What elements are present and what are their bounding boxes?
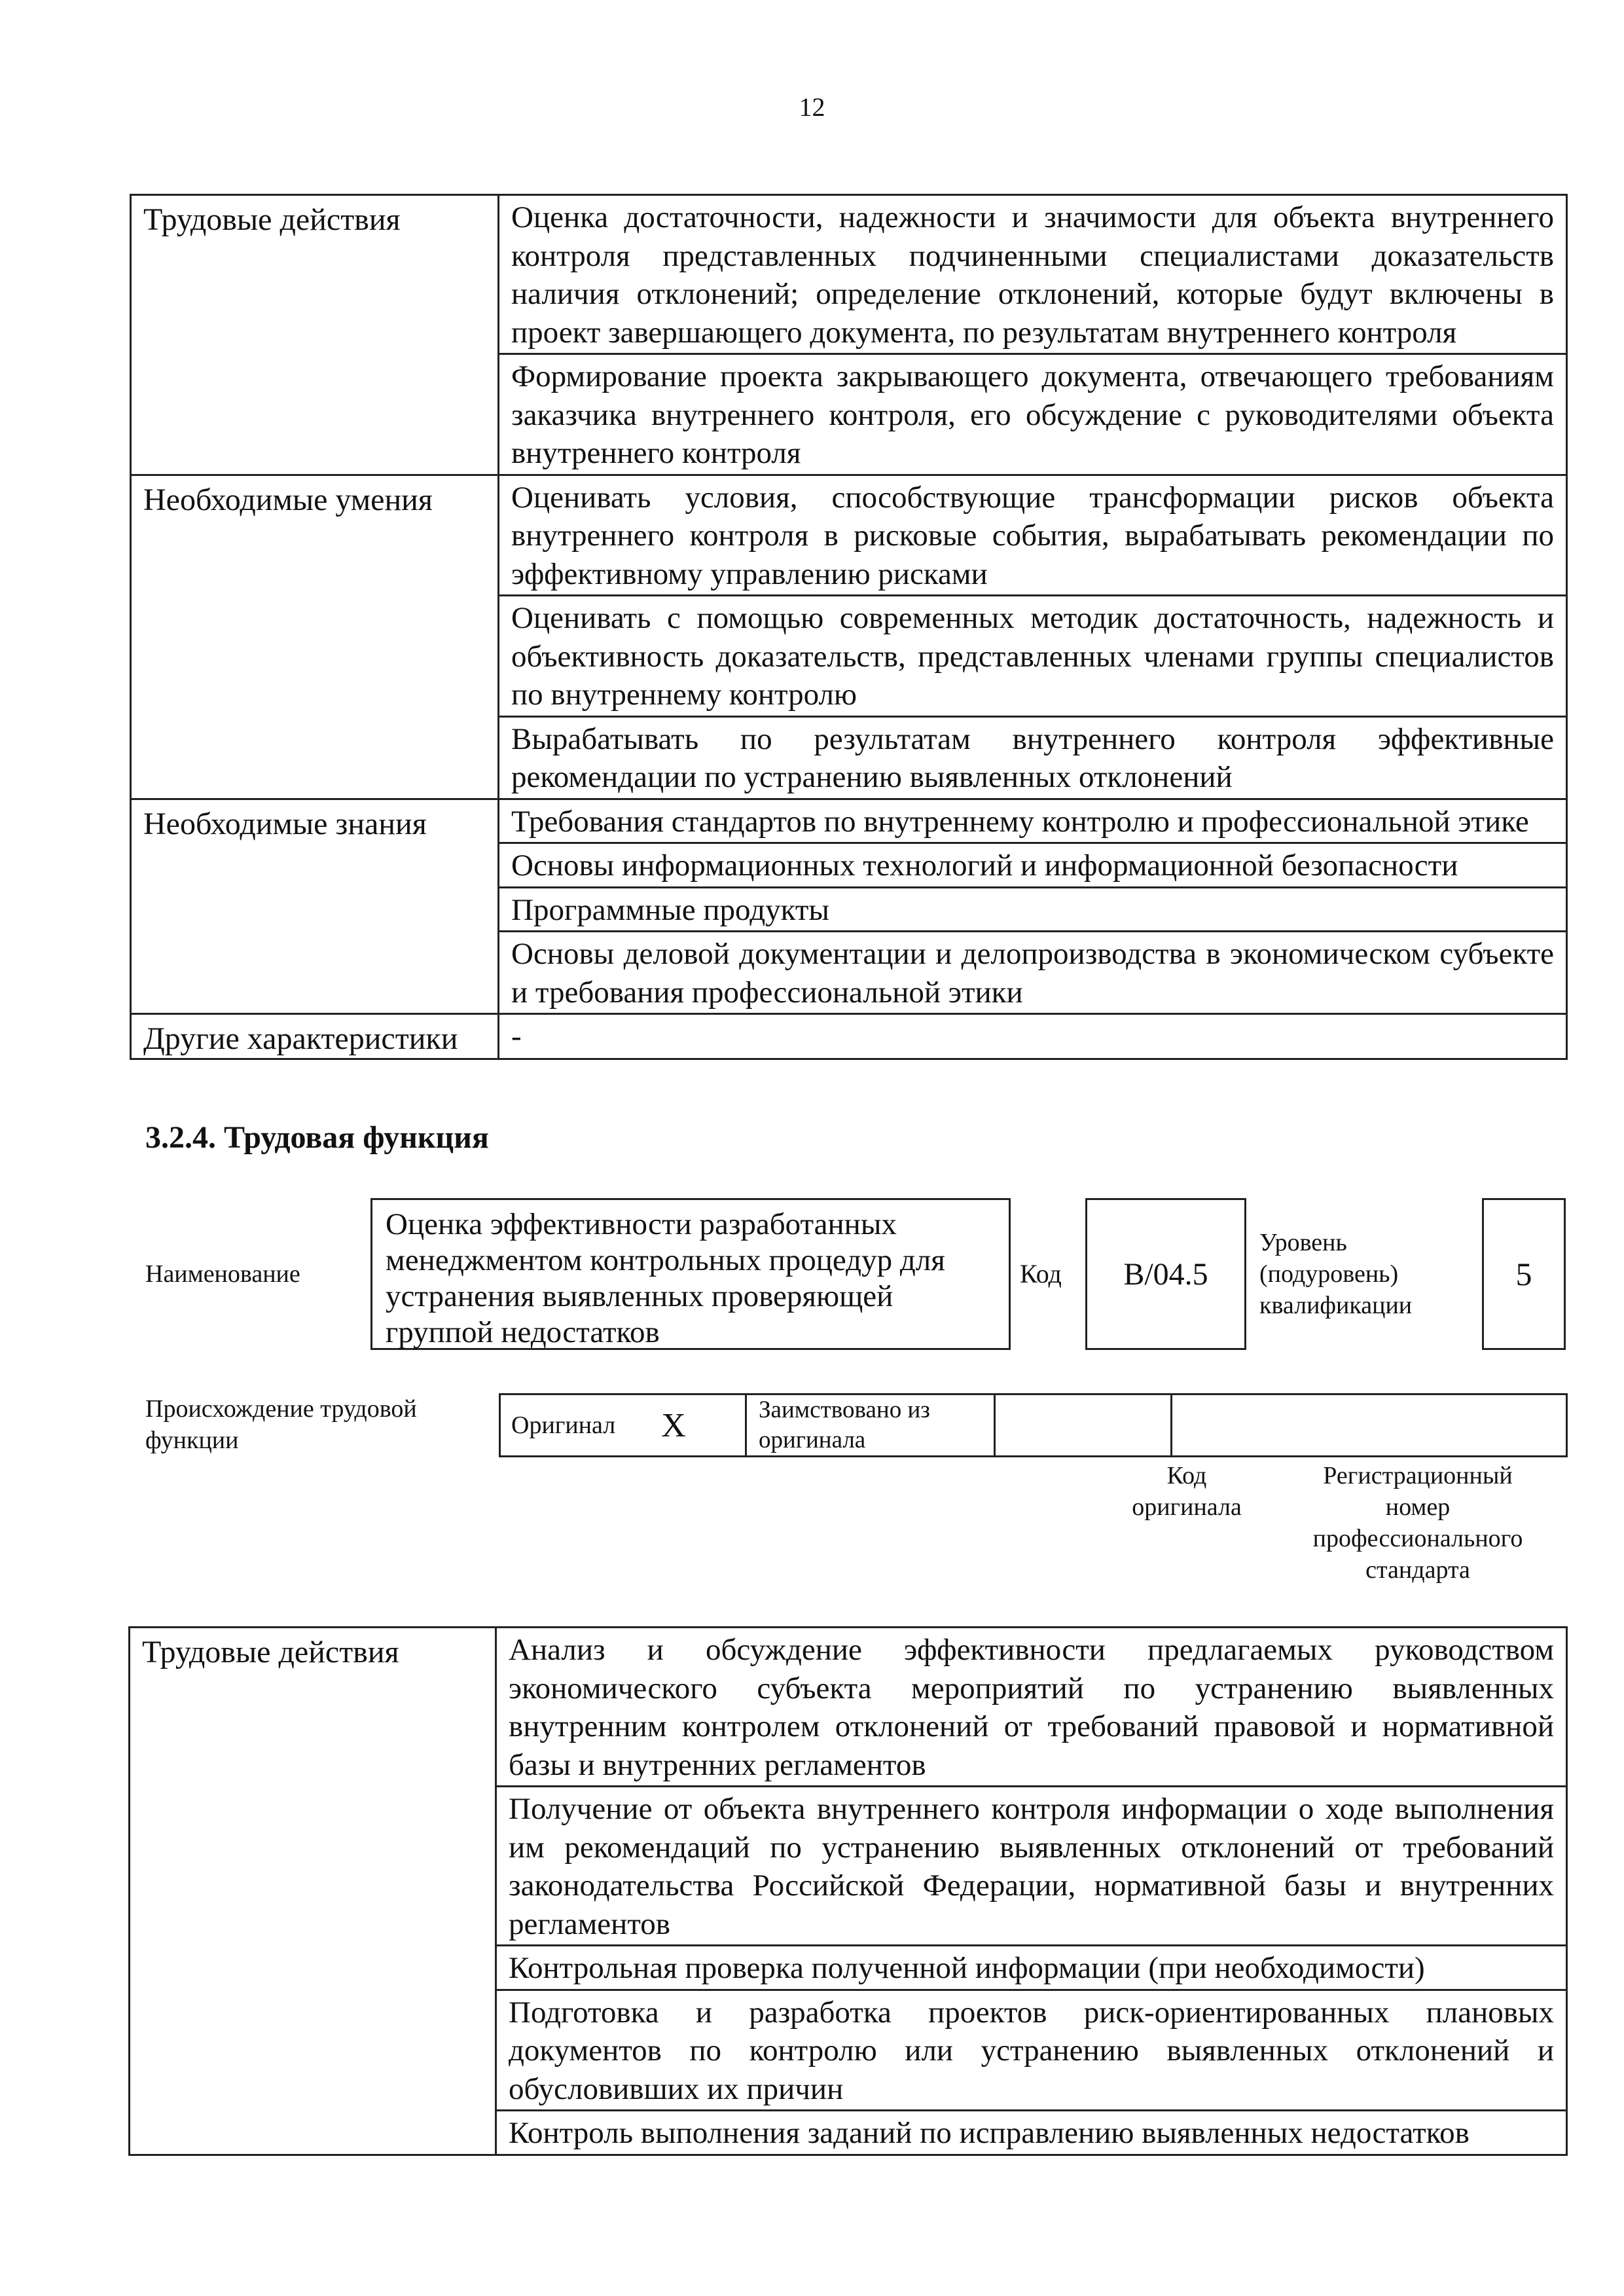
item-cell bbox=[496, 1946, 1567, 1990]
item-text: Получение от объекта внутреннего контроля информации о ходе выполнения им рекомендаций по устранению выявленных отклонений от требований законодательства Российской Федерации, нормативной базы и внутренних регламентов bbox=[509, 1792, 1554, 1941]
item-cell bbox=[499, 887, 1567, 932]
item-cell bbox=[499, 843, 1567, 888]
table-row bbox=[131, 195, 1567, 354]
item-text: Оценивать условия, способствующие трансформации рисков объекта внутреннего контроля в рисковые события, вырабатывать рекомендации по эффективному управлению рисками bbox=[511, 480, 1554, 591]
reg-number-label-line: профессионального bbox=[1312, 1525, 1523, 1552]
level-label bbox=[1259, 1227, 1412, 1321]
item-text: Оценивать с помощью современных методик достаточность, надежность и объективность доказательств, представленных членами группы специалистов по внутреннему контролю bbox=[511, 601, 1554, 712]
item-cell bbox=[496, 1628, 1567, 1787]
table-row bbox=[131, 799, 1567, 843]
page-number: 12 bbox=[799, 92, 825, 122]
item-cell bbox=[499, 596, 1567, 717]
level-value: 5 bbox=[1515, 1256, 1532, 1292]
item-text: Программные продукты bbox=[511, 892, 829, 927]
item-text: - bbox=[511, 1019, 522, 1053]
reg-number-label-line: Регистрационный bbox=[1323, 1462, 1513, 1489]
item-cell bbox=[499, 475, 1567, 596]
item-cell bbox=[499, 932, 1567, 1014]
category-cell: Необходимые знания bbox=[131, 799, 499, 1014]
level-label-line: Уровень bbox=[1259, 1229, 1347, 1256]
item-cell bbox=[499, 195, 1567, 354]
category-cell: Другие характеристики bbox=[131, 1014, 499, 1059]
function-name: Оценка эффективности разработанных менеджментом контрольных процедур для устранения выявленных проверяющей группой недостатков bbox=[386, 1207, 945, 1349]
original-label: Оригинал bbox=[511, 1412, 616, 1439]
original-mark: X bbox=[661, 1406, 686, 1444]
borrowed-label-line: Заимствовано из bbox=[759, 1396, 930, 1423]
item-cell bbox=[496, 1787, 1567, 1946]
original-cell bbox=[500, 1394, 746, 1457]
item-text: Контрольная проверка полученной информации (при необходимости) bbox=[509, 1951, 1425, 1985]
level-label-line: квалификации bbox=[1259, 1292, 1413, 1319]
origin-label-line: Происхождение трудовой bbox=[145, 1395, 417, 1423]
table-row bbox=[131, 1014, 1567, 1059]
labor-actions-table bbox=[128, 1626, 1568, 2156]
borrowed-cell bbox=[746, 1394, 995, 1457]
name-label: Наименование bbox=[145, 1260, 300, 1288]
reg-number-cell bbox=[1172, 1394, 1567, 1457]
labor-function-table-continued bbox=[130, 194, 1568, 1060]
table-row bbox=[131, 475, 1567, 596]
item-text: Основы информационных технологий и информационной безопасности bbox=[511, 848, 1458, 883]
category-cell: Трудовые действия bbox=[130, 1628, 496, 2155]
borrowed-label-line: оригинала bbox=[759, 1427, 866, 1453]
code-original-label-line: Код bbox=[1166, 1462, 1207, 1489]
item-text: Формирование проекта закрывающего документа, отвечающего требованиям заказчика внутреннего контроля, его обсуждение с руководителями объекта внутреннего контроля bbox=[511, 359, 1554, 470]
category-cell: Необходимые умения bbox=[131, 475, 499, 799]
level-box bbox=[1482, 1198, 1566, 1350]
reg-number-label-line: номер bbox=[1385, 1493, 1451, 1521]
item-cell bbox=[499, 354, 1567, 475]
code-box bbox=[1085, 1198, 1246, 1350]
item-text: Основы деловой документации и делопроизводства в экономическом субъекте и требования профессиональной этики bbox=[511, 937, 1554, 1010]
code-original-cell bbox=[995, 1394, 1172, 1457]
item-text: Вырабатывать по результатам внутреннего контроля эффективные рекомендации по устранению выявленных отклонений bbox=[511, 721, 1554, 794]
code-original-label-line: оригинала bbox=[1132, 1493, 1242, 1521]
item-text: Анализ и обсуждение эффективности предлагаемых руководством экономического субъекта мероприятий по устранению выявленных внутренним контролем отклонений от требований правовой и нормативной базы и внутренних регламентов bbox=[509, 1633, 1554, 1782]
category-cell: Трудовые действия bbox=[131, 195, 499, 475]
origin-label bbox=[145, 1393, 417, 1456]
table-row bbox=[130, 1628, 1567, 1787]
item-cell bbox=[499, 1014, 1567, 1059]
item-text: Контроль выполнения заданий по исправлению выявленных недостатков bbox=[509, 2116, 1470, 2150]
item-cell bbox=[499, 799, 1567, 843]
section-heading: 3.2.4. Трудовая функция bbox=[145, 1120, 489, 1155]
item-cell bbox=[499, 716, 1567, 799]
item-cell bbox=[496, 1990, 1567, 2111]
code-original-label bbox=[1092, 1460, 1282, 1523]
reg-number-label-line: стандарта bbox=[1365, 1556, 1470, 1584]
reg-number-label bbox=[1280, 1460, 1555, 1586]
code-label: Код bbox=[1020, 1259, 1062, 1288]
item-text: Требования стандартов по внутреннему контролю и профессиональной этике bbox=[511, 804, 1529, 839]
origin-label-line: функции bbox=[145, 1427, 239, 1454]
item-cell bbox=[496, 2111, 1567, 2155]
item-text: Подготовка и разработка проектов риск-ориентированных плановых документов по контролю или устранению выявленных отклонений и обусловивших их причин bbox=[509, 1995, 1554, 2106]
origin-table bbox=[499, 1393, 1568, 1457]
code-value: B/04.5 bbox=[1123, 1256, 1208, 1292]
item-text: Оценка достаточности, надежности и значимости для объекта внутреннего контроля представленных подчиненными специалистами доказательств наличия отклонений; определение отклонений, которые будут включены в проект завершающего документа, по результатам внутреннего контроля bbox=[511, 200, 1554, 350]
function-name-box bbox=[370, 1198, 1011, 1350]
level-label-line: (подуровень) bbox=[1259, 1260, 1399, 1288]
